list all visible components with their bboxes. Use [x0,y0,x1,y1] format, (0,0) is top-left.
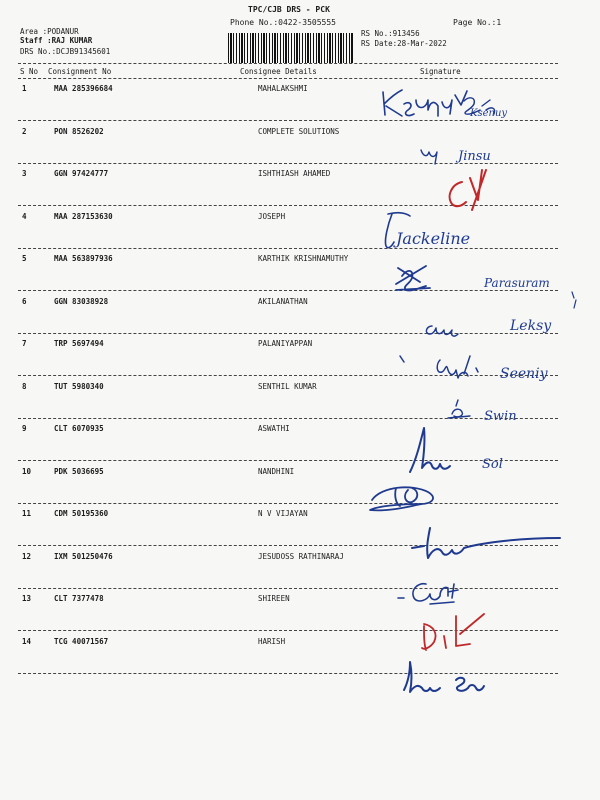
area-label: Area :PODANUR [20,27,79,36]
row-consignment-number: GGN 83038928 [54,297,109,306]
row-consignee-name: KARTHIK KRISHNAMUTHY [258,254,349,263]
row-serial-number: 1 [22,84,27,93]
signature-row-9 [410,428,503,472]
row-consignment-number: CLT 6070935 [54,424,104,433]
rs-number: RS No.:913456 [361,29,420,38]
row-serial-number: 3 [22,169,27,178]
row-serial-number: 6 [22,297,27,306]
column-consignee: Consignee Details [240,67,317,76]
row-serial-number: 9 [22,424,27,433]
row-consignment-number: TUT 5980340 [54,382,104,391]
row-serial-number: 14 [22,637,32,646]
row-serial-number: 11 [22,509,32,518]
row-serial-number: 7 [22,339,27,348]
column-sno: S No [20,67,39,76]
signature-row-10 [370,487,433,510]
signature-row-13 [422,614,484,650]
row-consignee-name: N V VIJAYAN [258,509,308,518]
page-number: Page No.:1 [453,18,502,27]
row-serial-number: 13 [22,594,32,603]
signature-row-4-text: Jackeline [396,229,471,248]
row-serial-number: 4 [22,212,27,221]
signature-row-8 [448,400,517,424]
row-consignee-name: JOSEPH [258,212,286,221]
row-consignment-number: MAA 287153630 [54,212,113,221]
row-consignee-name: JESUDOSS RATHINARAJ [258,552,344,561]
row-consignment-number: MAA 563897936 [54,254,113,263]
signature-row-2 [421,149,491,164]
row-serial-number: 12 [22,552,32,561]
row-consignee-name: COMPLETE SOLUTIONS [258,127,340,136]
row-consignment-number: CLT 7377478 [54,594,104,603]
signature-row-7 [400,356,549,382]
row-consignee-name: AKILANATHAN [258,297,308,306]
signature-row-11 [412,528,560,558]
row-consignment-number: PON 8526202 [54,127,104,136]
row-consignee-name: SENTHIL KUMAR [258,382,317,391]
column-signature: Signature [420,67,461,76]
signature-row-7-text: Seeniy [500,366,548,382]
row-consignee-name: ASWATHI [258,424,290,433]
signature-row-12 [398,584,458,604]
signature-row-5 [396,266,574,298]
column-consignment: Consignment No [48,67,112,76]
document-title: TPC/CJB DRS - PCK [248,5,330,14]
row-consignee-name: SHIREEN [258,594,290,603]
signature-row-5-text: Parasuram [484,276,550,290]
signature-row-6 [426,300,576,336]
row-consignee-name: MAHALAKSHMI [258,84,308,93]
phone-number: Phone No.:0422-3505555 [230,18,336,27]
signature-row-9-text: Sol [482,457,503,472]
signature-row-6-text: Leksy [510,318,552,334]
row-consignment-number: GGN 97424777 [54,169,109,178]
row-consignee-name: ISHTHIASH AHAMED [258,169,331,178]
signature-row-2-text: Jinsu [458,149,491,164]
row-consignment-number: TCG 40071567 [54,637,109,646]
row-consignee-name: NANDHINI [258,467,295,476]
row-consignee-name: PALANIYAPPAN [258,339,313,348]
signature-row-14 [404,662,484,692]
signature-row-8-text: Swin [484,409,517,424]
rs-date: RS Date:28-Mar-2022 [361,39,447,48]
staff-label: Staff :RAJ KUMAR [20,36,93,45]
row-consignment-number: CDM 50195360 [54,509,109,518]
row-serial-number: 5 [22,254,27,263]
signature-row-3 [450,170,486,210]
row-serial-number: 10 [22,467,32,476]
signature-row-4 [385,213,470,248]
signature-row-1 [383,90,507,119]
row-consignment-number: MAA 285396684 [54,84,113,93]
row-consignee-name: HARISH [258,637,286,646]
row-consignment-number: IXM 501250476 [54,552,113,561]
row-consignment-number: TRP 5697494 [54,339,104,348]
row-serial-number: 2 [22,127,27,136]
drs-number: DRS No.:DCJB91345601 [20,47,111,56]
signature-row-1-text: Ksenuy [470,108,508,119]
row-consignment-number: PDK 5036695 [54,467,104,476]
row-serial-number: 8 [22,382,27,391]
